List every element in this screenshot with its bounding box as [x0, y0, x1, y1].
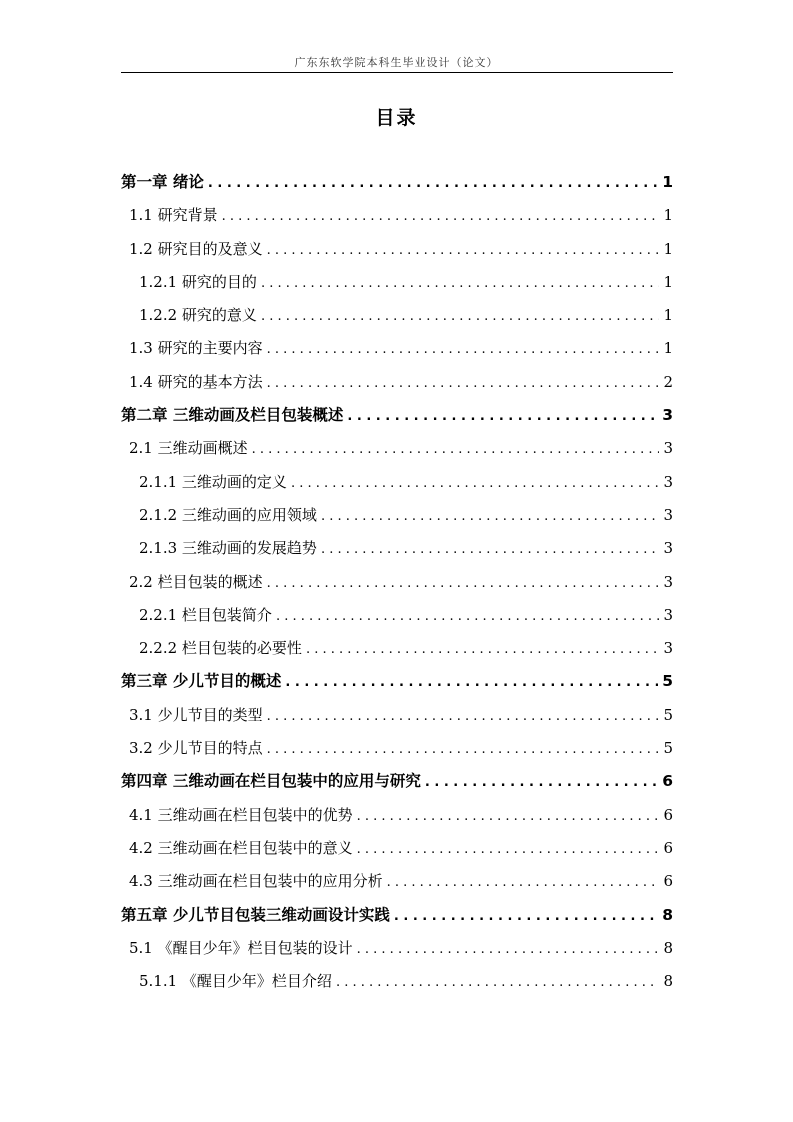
toc-leader-dots	[347, 400, 658, 433]
toc-entry[interactable]	[121, 166, 673, 199]
toc-leader-dots	[291, 467, 659, 500]
toc-leader-dots	[394, 900, 658, 933]
toc-entry[interactable]	[121, 366, 673, 399]
toc-entry[interactable]	[121, 865, 673, 898]
toc-entry-page: 6	[662, 772, 673, 791]
toc-entry[interactable]	[121, 832, 673, 865]
toc-entry-label: 第四章 三维动画在栏目包装中的应用与研究	[121, 772, 421, 791]
toc-entry[interactable]	[121, 233, 673, 266]
toc-entry-label: 2.2.2 栏目包装的必要性	[139, 639, 302, 658]
toc-leader-dots	[252, 433, 659, 466]
toc-entry-label: 3.1 少儿节目的类型	[129, 705, 263, 724]
toc-entry-label: 第五章 少儿节目包装三维动画设计实践	[121, 905, 390, 924]
toc-entry-page: 3	[663, 639, 673, 658]
toc-entry[interactable]	[121, 199, 673, 232]
toc-leader-dots	[267, 367, 659, 400]
toc-entry-page: 1	[663, 239, 673, 258]
toc-entry-label: 1.2.1 研究的目的	[139, 272, 257, 291]
toc-entry-label: 4.1 三维动画在栏目包装中的优势	[129, 805, 353, 824]
toc-entry-label: 2.1.3 三维动画的发展趋势	[139, 539, 317, 558]
toc-entry-label: 5.1.1 《醒目少年》栏目介绍	[139, 972, 332, 991]
toc-entry-label: 4.3 三维动画在栏目包装中的应用分析	[129, 872, 383, 891]
toc-entry[interactable]	[121, 799, 673, 832]
toc-entry-page: 6	[663, 872, 673, 891]
toc-entry-page: 5	[662, 672, 673, 691]
toc-entry-label: 2.1 三维动画概述	[129, 439, 248, 458]
toc-entry-page: 6	[663, 838, 673, 857]
toc-entry-label: 第一章 绪论	[121, 173, 204, 191]
toc-entry[interactable]	[121, 299, 673, 332]
table-of-contents	[121, 166, 673, 998]
toc-leader-dots	[321, 533, 659, 566]
toc-entry[interactable]	[121, 499, 673, 532]
toc-entry[interactable]	[121, 432, 673, 465]
toc-leader-dots	[336, 966, 659, 999]
toc-entry-page: 3	[663, 539, 673, 558]
toc-entry[interactable]	[121, 765, 673, 798]
toc-leader-dots	[357, 933, 659, 966]
toc-leader-dots	[267, 700, 659, 733]
toc-entry-page: 3	[662, 406, 673, 425]
toc-leader-dots	[267, 333, 659, 366]
toc-entry-label: 3.2 少儿节目的特点	[129, 739, 263, 758]
toc-entry-label: 1.3 研究的主要内容	[129, 339, 263, 358]
toc-entry[interactable]	[121, 399, 673, 432]
toc-entry-label: 2.2.1 栏目包装简介	[139, 605, 272, 624]
toc-entry[interactable]	[121, 532, 673, 565]
toc-entry[interactable]	[121, 665, 673, 698]
toc-entry-label: 第三章 少儿节目的概述	[121, 672, 282, 691]
toc-entry[interactable]	[121, 332, 673, 365]
toc-entry-page: 3	[663, 572, 673, 591]
toc-leader-dots	[425, 766, 658, 799]
toc-entry-label: 1.1 研究背景	[129, 206, 218, 225]
toc-entry-label: 1.2 研究目的及意义	[129, 239, 263, 258]
toc-leader-dots	[306, 633, 659, 666]
toc-leader-dots	[261, 300, 659, 333]
toc-entry-page: 8	[663, 972, 673, 991]
toc-entry-page: 3	[663, 472, 673, 491]
toc-title: 目录	[375, 107, 418, 129]
toc-leader-dots	[357, 833, 659, 866]
toc-entry-page: 1	[663, 306, 673, 325]
toc-leader-dots	[321, 500, 659, 533]
toc-entry-page: 1	[663, 339, 673, 358]
toc-leader-dots	[267, 567, 659, 600]
toc-entry-page: 1	[662, 173, 673, 191]
toc-entry-page: 3	[663, 439, 673, 458]
toc-entry-label: 1.4 研究的基本方法	[129, 372, 263, 391]
toc-entry-page: 8	[662, 905, 673, 924]
toc-entry[interactable]	[121, 732, 673, 765]
toc-leader-dots	[285, 666, 658, 699]
toc-entry-label: 2.2 栏目包装的概述	[129, 572, 263, 591]
toc-entry[interactable]	[121, 466, 673, 499]
toc-entry[interactable]	[121, 266, 673, 299]
toc-leader-dots	[276, 600, 659, 633]
toc-leader-dots	[261, 267, 659, 300]
toc-entry-label: 2.1.1 三维动画的定义	[139, 472, 287, 491]
toc-leader-dots	[387, 866, 659, 899]
toc-entry-label: 1.2.2 研究的意义	[139, 306, 257, 325]
toc-leader-dots	[267, 733, 659, 766]
toc-entry-page: 5	[663, 705, 673, 724]
toc-entry[interactable]	[121, 932, 673, 965]
toc-entry[interactable]	[121, 599, 673, 632]
toc-entry[interactable]	[121, 699, 673, 732]
toc-entry[interactable]	[121, 566, 673, 599]
toc-entry-page: 6	[663, 805, 673, 824]
toc-entry[interactable]	[121, 965, 673, 998]
toc-entry-page: 3	[663, 605, 673, 624]
toc-entry-page: 8	[663, 938, 673, 957]
toc-leader-dots	[267, 234, 659, 267]
header-rule	[121, 72, 673, 73]
toc-leader-dots	[208, 167, 658, 200]
toc-entry-label: 5.1 《醒目少年》栏目包装的设计	[129, 938, 353, 957]
toc-entry-label: 4.2 三维动画在栏目包装中的意义	[129, 838, 353, 857]
toc-entry[interactable]	[121, 632, 673, 665]
toc-entry-label: 第二章 三维动画及栏目包装概述	[121, 406, 344, 425]
toc-entry-page: 3	[663, 505, 673, 524]
toc-entry-page: 1	[663, 272, 673, 291]
toc-entry-page: 1	[663, 206, 673, 225]
toc-leader-dots	[222, 200, 659, 233]
toc-entry-page: 2	[663, 372, 673, 391]
toc-leader-dots	[357, 800, 659, 833]
toc-entry-label: 2.1.2 三维动画的应用领域	[139, 505, 317, 524]
toc-entry-page: 5	[663, 739, 673, 758]
toc-entry[interactable]	[121, 899, 673, 932]
header-text: 广东东软学院本科生毕业设计（论文）	[294, 56, 499, 69]
